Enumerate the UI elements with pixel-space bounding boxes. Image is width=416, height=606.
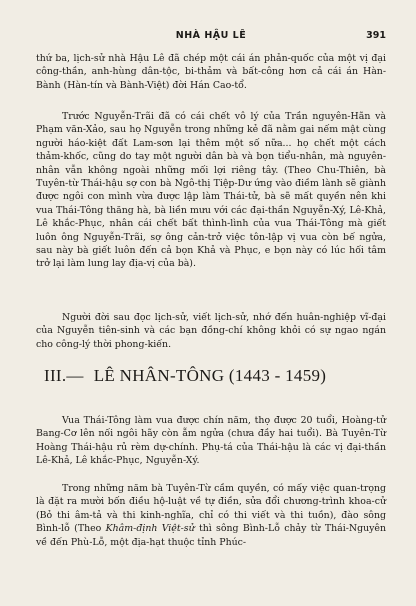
paragraph-regency bbox=[36, 482, 386, 549]
paragraph-text: Trước Nguyễn-Trãi đã có cái chết vô lý của Trần nguyên-Hãn và Phạm văn-Xảo, sau họ Nguyễn trong những kẻ đã nằm gai nếm mật cùng người háo-kiệt đất Lam-sơn lại thêm một số nữa... họ chết một cách thảm-khốc, cũng do tay một người dân bà và bọn tiểu-nhân, mà nguyên-nhân vẫn không ngoài những mối lợi riêng tây. (Theo Chu-Thiên, bà Tuyên-từ Thái-hậu sợ con bà Ngô-thị Tiệp-Dư ứng vào điềm lành sẽ giành được ngôi con mình vừa được lập làm Thái-tử, bà sẽ mất quyền nên khi vua Thái-Tông thăng hà, bà liền mưu với các đại-thần Nguyễn-Xý, Lê-Khả, Lê khắc-Phục, nhân cái chết bất thình-lình của vua Thái-Tông mà giết luôn ông Nguyễn-Trãi, sợ ông cản-trở việc tôn-lập vị vua còn bế ngửa, sau này bà giết luôn đến cả bọn Khả và Phục, e bọn này có lúc hối tâm trở lại làm lung lay địa-vị của bà). bbox=[36, 111, 386, 270]
paragraph-text-main: Trong những năm bà Tuyên-Từ cầm quyền, có mấy việc quan-trọng là đặt ra mười bốn điều hộ-luật về tự điền, sửa đổi chương-trình khoa-cử (Bỏ thi âm-tả và thi kinh-nghĩa, chỉ có thi viết và thi tuồn), đào sông Bình-lỗ (Theo bbox=[36, 483, 386, 535]
section-heading bbox=[44, 366, 384, 386]
paragraph-succession bbox=[36, 414, 386, 468]
book-title: Khâm-định Việt-sử bbox=[105, 523, 195, 535]
section-title: LÊ NHÂN-TÔNG (1443 - 1459) bbox=[93, 366, 327, 385]
paragraph-text: Vua Thái-Tông làm vua được chín năm, thọ được 20 tuổi, Hoàng-tử Bang-Cơ lên nối ngôi hãy còn ẵm ngửa (chưa đầy hai tuổi). Bà Tuyên-Từ Hoàng Thái-hậu rủ rèm dự-chính. Phụ-tá của Thái-hậu là các vị đại-thần Lê-Khả, Lê khắc-Phục, Nguyễn-Xý. bbox=[36, 415, 386, 467]
page-number: 391 bbox=[366, 30, 386, 41]
paragraph-trai-death bbox=[36, 110, 386, 271]
section-number: III.— bbox=[44, 366, 84, 385]
running-header bbox=[36, 30, 386, 46]
paragraph-text: thứ ba, lịch-sử nhà Hậu Lê đã chép một cái án phản-quốc của một vị đại công-thần, anh-hùng dân-tộc, bi-thảm và bất-công hơn cả cái án Hàn-Bành (Hàn-tín và Bành-Việt) đời Hán Cao-tổ. bbox=[36, 53, 386, 91]
paragraph-text bbox=[36, 482, 386, 549]
paragraph-text-tail: thì sông Bình-Lỗ chảy từ Thái-Nguyên về đến Phù-Lỗ, một địa-hạt thuộc tỉnh Phúc- bbox=[36, 523, 386, 548]
chapter-title: NHÀ HẬU LÊ bbox=[175, 30, 247, 41]
paragraph-text: Người đời sau đọc lịch-sử, viết lịch-sử, nhớ đến huân-nghiệp vĩ-đại của Nguyễn tiên-sinh và các bạn đồng-chí không khỏi có sự ngao ngán cho công-lý thời phong-kiến. bbox=[36, 312, 386, 350]
paragraph-continuation bbox=[36, 52, 386, 92]
paragraph-reflection bbox=[36, 311, 386, 351]
